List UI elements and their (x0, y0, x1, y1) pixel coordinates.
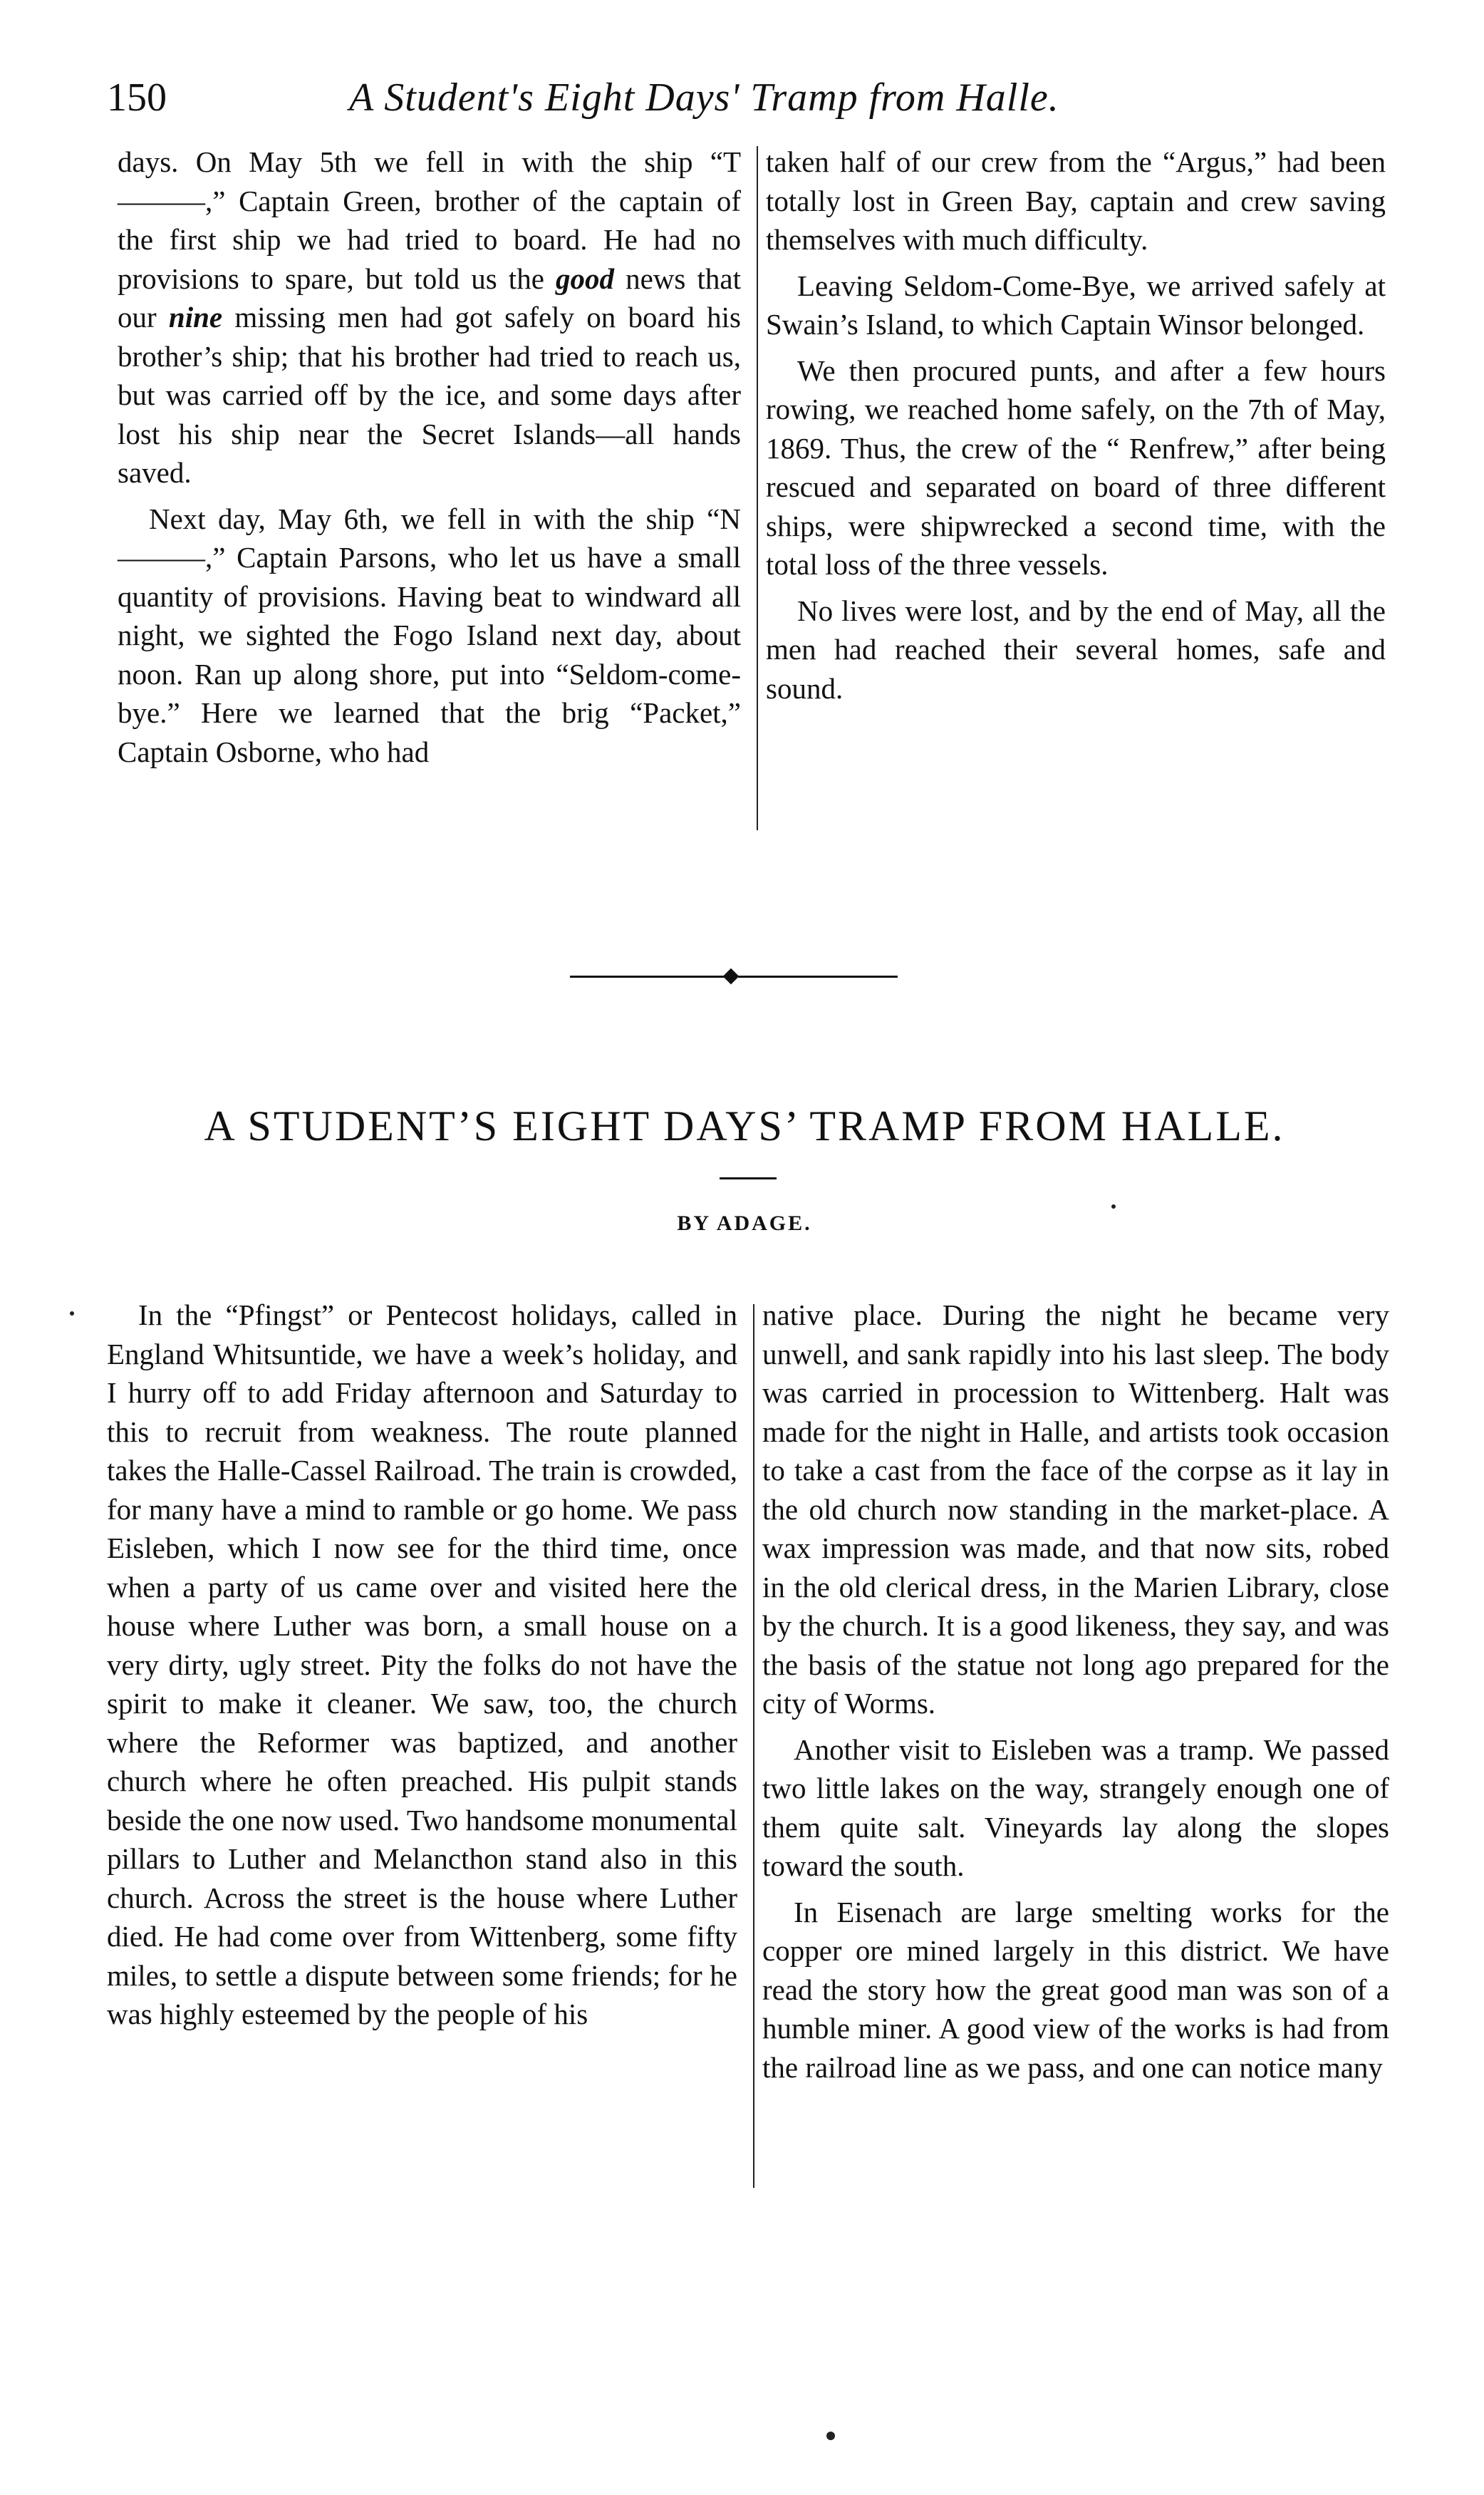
paragraph: In the “Pfingst” or Pentecost holidays, called in England Whitsuntide, we have a week’s holiday, and I hurry off to add Friday afternoon and Saturday to this to recruit from weakness. The route planned takes the Halle-Cassel Railroad. The train is crowded, for many have a mind to ramble or go home. We pass Eisleben, which I now see for the third time, once when a party of us came over and visited here the house where Luther was born, a small house on a very dirty, ugly street. Pity the folks do not have the spirit to make it cleaner. We saw, too, the church where the Reformer was baptized, and another church where he often preached. His pulpit stands beside the one now used. Two handsome monumental pillars to Luther and Melancthon stand also in this church. Across the street is the house where Luther died. He had come over from Wittenberg, some fifty miles, to settle a dispute between some friends; for he was highly esteemed by the people of his (107, 1298, 737, 2030)
running-head: A Student's Eight Days' Tramp from Halle. (349, 76, 1059, 120)
page-header (107, 66, 1389, 130)
article-right-column (762, 1296, 1389, 2087)
stray-dot (1111, 1204, 1116, 1209)
stray-dot (826, 2432, 835, 2440)
article-title: A STUDENT’S EIGHT DAYS’ TRAMP FROM HALLE. (204, 1102, 1285, 1150)
article-left-column (107, 1296, 737, 2034)
emphasis-nine: nine (168, 301, 223, 334)
page-number: 150 (107, 76, 167, 120)
column-rule (753, 1304, 754, 2188)
section-divider-ornament (570, 969, 898, 983)
title-rule (720, 1177, 777, 1179)
paragraph: Leaving Seldom-Come-Bye, we arrived safely at Swain’s Island, to which Captain Winsor belonged. (766, 269, 1386, 341)
stray-dot (70, 1311, 74, 1316)
paragraph: taken half of our crew from the “Argus,” had been totally lost in Green Bay, captain and crew saving themselves with much difficulty. (766, 145, 1386, 256)
emphasis-good: good (556, 262, 615, 295)
byline: BY ADAGE. (677, 1212, 812, 1235)
paragraph: days. On May 5th we fell in with the ship “T———,” Captain Green, brother of the captain of the first ship we had tried to board. He had no provisions to spare, but told us the good news that our nine missing men had got safely on board his brother’s ship; that his brother had tried to reach us, but was carried off by the ice, and some days after lost his ship near the Secret Islands—all hands saved. (118, 145, 742, 489)
previous-article-left-column (118, 143, 741, 771)
paragraph: In Eisenach are large smelting works for the copper ore mined largely in this district. We have read the story how the great good man was son of a humble miner. A good view of the works is had from the railroad line as we pass, and one can notice many (762, 1895, 1389, 2084)
paragraph: We then procured punts, and after a few hours rowing, we reached home safely, on the 7th of May, 1869. Thus, the crew of the “ Renfrew,” after being rescued and separated on board of three different ships, were shipwrecked a second time, with the total loss of the three vessels. (766, 353, 1386, 581)
paragraph: Another visit to Eisleben was a tramp. We passed two little lakes on the way, strangely enough one of them quite salt. Vineyards lay along the slopes toward the south. (762, 1732, 1389, 1882)
paragraph: native place. During the night he became very unwell, and sank rapidly into his last sleep. The body was carried in procession to Wittenberg. Halt was made for the night in Halle, and artists took occasion to take a cast from the face of the corpse as it lay in the old church now standing in the market-place. A wax impression was made, and that now sits, robed in the old clerical dress, in the Marien Library, close by the church. It is a good likeness, they say, and was the basis of the statue not long ago prepared for the city of Worms. (762, 1298, 1389, 1720)
column-rule (757, 146, 758, 830)
previous-article-right-column (766, 143, 1386, 708)
diamond-icon (723, 968, 740, 985)
paragraph: No lives were lost, and by the end of May, all the men had reached their several homes, safe and sound. (766, 594, 1386, 705)
paragraph: Next day, May 6th, we fell in with the ship “N———,” Captain Parsons, who let us have a small quantity of provisions. Having beat to windward all night, we sighted the Fogo Island next day, about noon. Ran up along shore, put into “Seldom-come-bye.” Here we learned that the brig “Packet,” Captain Osborne, who had (118, 502, 741, 768)
